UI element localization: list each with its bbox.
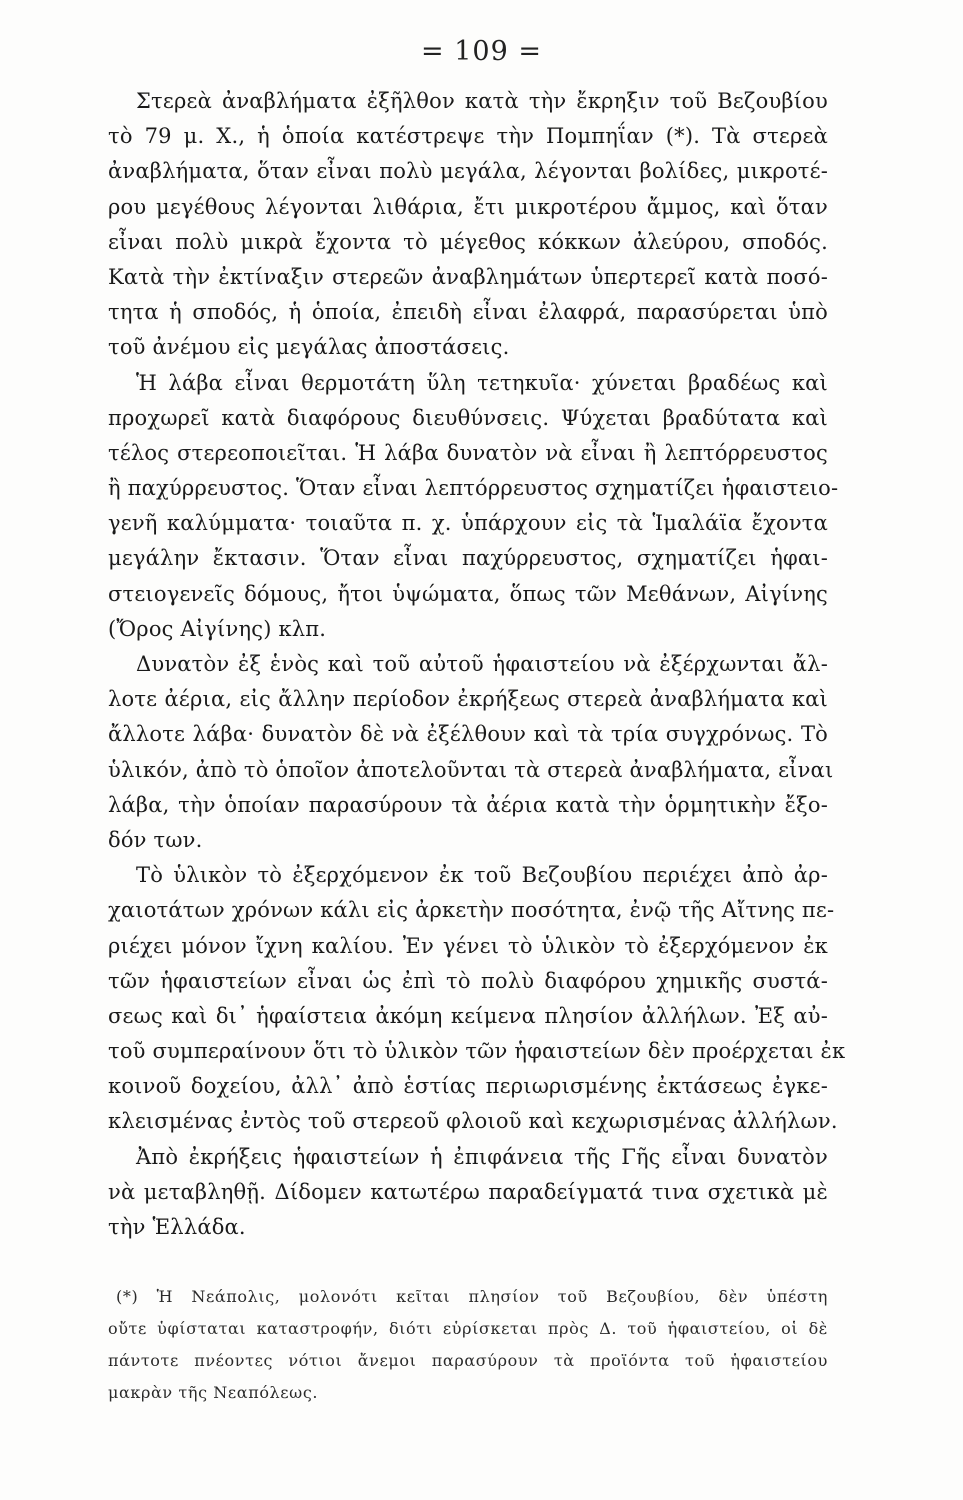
text-line: ρου μεγέθους λέγονται λιθάρια, ἔτι μικροτέρου ἄμμος, καὶ ὅταν <box>108 194 828 219</box>
text-line: τῶν ἡφαιστείων εἶναι ὡς ἐπὶ τὸ πολὺ διαφόρου χημικῆς συστά- <box>108 968 828 993</box>
body-text <box>108 84 846 1245</box>
footnote <box>108 1281 828 1409</box>
text-line: τέλος στερεοποιεῖται. Ἡ λάβα δυνατὸν νὰ εἶναι ἢ λεπτόρρευστος <box>108 440 828 465</box>
footnote-line: (*) Ἡ Νεάπολις, μολονότι κεῖται πλησίον τοῦ Βεζουβίου, δὲν ὑπέστη <box>116 1287 828 1306</box>
text-line: τοῦ ἀνέμου εἰς μεγάλας ἀποστάσεις. <box>108 335 510 360</box>
text-line: τητα ἡ σποδός, ἡ ὁποία, ἐπειδὴ εἶναι ἐλαφρά, παρασύρεται ὑπὸ <box>108 300 828 325</box>
text-line: τοῦ συμπεραίνουν ὅτι τὸ ὑλικὸν τῶν ἡφαιστείων δὲν προέρχεται ἐκ <box>108 1039 846 1064</box>
text-line: ἢ παχύρρευστος. Ὅταν εἶναι λεπτόρρευστος σχηματίζει ἡφαιστειο- <box>108 476 839 501</box>
text-line: σεως καὶ δι᾽ ἡφαίστεια ἀκόμη κείμενα πλησίον ἀλλήλων. Ἐξ αὐ- <box>108 1003 828 1028</box>
page-number: = 109 = <box>421 36 542 67</box>
text-line: Ἡ λάβα εἶναι θερμοτάτη ὕλη τετηκυῖα· χύνεται βραδέως καὶ <box>136 370 828 395</box>
text-line: χαιοτάτων χρόνων κάλι εἰς ἀρκετὴν ποσότητα, ἐνῷ τῆς Αἴτνης πε- <box>108 898 835 923</box>
text-line: ὑλικόν, ἀπὸ τὸ ὁποῖον ἀποτελοῦνται τὰ στερεὰ ἀναβλήματα, εἶναι <box>108 757 834 782</box>
text-line: λάβα, τὴν ὁποίαν παρασύρουν τὰ ἀέρια κατὰ τὴν ὁρμητικὴν ἔξο- <box>108 792 828 817</box>
paragraph-2 <box>108 366 839 648</box>
text-line: νὰ μεταβληθῇ. Δίδομεν κατωτέρω παραδείγματά τινα σχετικὰ μὲ <box>108 1179 828 1204</box>
text-line: τὴν Ἑλλάδα. <box>108 1215 246 1239</box>
text-line: Κατὰ τὴν ἐκτίναξιν στερεῶν ἀναβλημάτων ὑπερτερεῖ κατὰ ποσό- <box>108 264 828 289</box>
text-line: τὸ 79 μ. Χ., ἡ ὁποία κατέστρεψε τὴν Πομπηΐαν (*). Τὰ στερεὰ <box>108 124 828 149</box>
text-line: Στερεὰ ἀναβλήματα ἐξῆλθον κατὰ τὴν ἔκρηξιν τοῦ Βεζουβίου <box>136 89 828 113</box>
paragraph-3 <box>108 647 834 858</box>
text-line: γενῆ καλύμματα· τοιαῦτα π. χ. ὑπάρχουν εἰς τὰ Ἱμαλάϊα ἔχοντα <box>108 511 828 536</box>
text-line: μεγάλην ἔκτασιν. Ὅταν εἶναι παχύρρευστος, σχηματίζει ἡφαι- <box>108 546 828 571</box>
text-line: ριέχει μόνον ἴχνη καλίου. Ἐν γένει τὸ ὑλικὸν τὸ ἐξερχόμενον ἐκ <box>108 933 828 958</box>
paragraph-1 <box>108 84 828 366</box>
text-line: Ἀπὸ ἐκρήξεις ἡφαιστείων ἡ ἐπιφάνεια τῆς Γῆς εἶναι δυνατὸν <box>136 1144 828 1169</box>
footnote-line: πάντοτε πνέοντες νότιοι ἄνεμοι παρασύρουν τὰ προϊόντα τοῦ ἡφαιστείου <box>108 1351 828 1370</box>
footnote-line: οὔτε ὑφίσταται καταστροφήν, διότι εὑρίσκεται πρὸς Δ. τοῦ ἡφαιστείου, οἱ δὲ <box>108 1319 828 1338</box>
text-line: κοινοῦ δοχείου, ἀλλ᾽ ἀπὸ ἑστίας περιωρισμένης ἐκτάσεως ἐγκε- <box>108 1074 828 1099</box>
text-line: Δυνατὸν ἐξ ἑνὸς καὶ τοῦ αὐτοῦ ἡφαιστείου νὰ ἐξέρχωνται ἄλ- <box>136 652 828 676</box>
text-line: εἶναι πολὺ μικρὰ ἔχοντα τὸ μέγεθος κόκκων ἀλεύρου, σποδός. <box>108 229 828 254</box>
text-line: στειογενεῖς δόμους, ἤτοι ὑψώματα, ὅπως τῶν Μεθάνων, Αἰγίνης <box>108 581 828 606</box>
text-line: προχωρεῖ κατὰ διαφόρους διευθύνσεις. Ψύχεται βραδύτατα καὶ <box>108 405 828 430</box>
text-line: ἀναβλήματα, ὅταν εἶναι πολὺ μεγάλα, λέγονται βολίδες, μικροτέ- <box>108 159 828 184</box>
text-line: δόν των. <box>108 827 203 852</box>
text-line: κλεισμένας ἐντὸς τοῦ στερεοῦ φλοιοῦ καὶ κεχωρισμένας ἀλλήλων. <box>108 1109 838 1134</box>
footnote-line: μακρὰν τῆς Νεαπόλεως. <box>108 1383 319 1402</box>
text-line: (Ὄρος Αἰγίνης) κλπ. <box>108 616 327 641</box>
paragraph-4 <box>108 858 846 1140</box>
paragraph-5 <box>108 1140 828 1246</box>
text-line: Τὸ ὑλικὸν τὸ ἐξερχόμενον ἐκ τοῦ Βεζουβίου περιέχει ἀπὸ ἀρ- <box>136 863 828 888</box>
text-line: ἄλλοτε λάβα· δυνατὸν δὲ νὰ ἐξέλθουν καὶ τὰ τρία συγχρόνως. Τὸ <box>108 722 828 747</box>
text-line: λοτε ἀέρια, εἰς ἄλλην περίοδον ἐκρήξεως στερεὰ ἀναβλήματα καὶ <box>108 687 828 712</box>
